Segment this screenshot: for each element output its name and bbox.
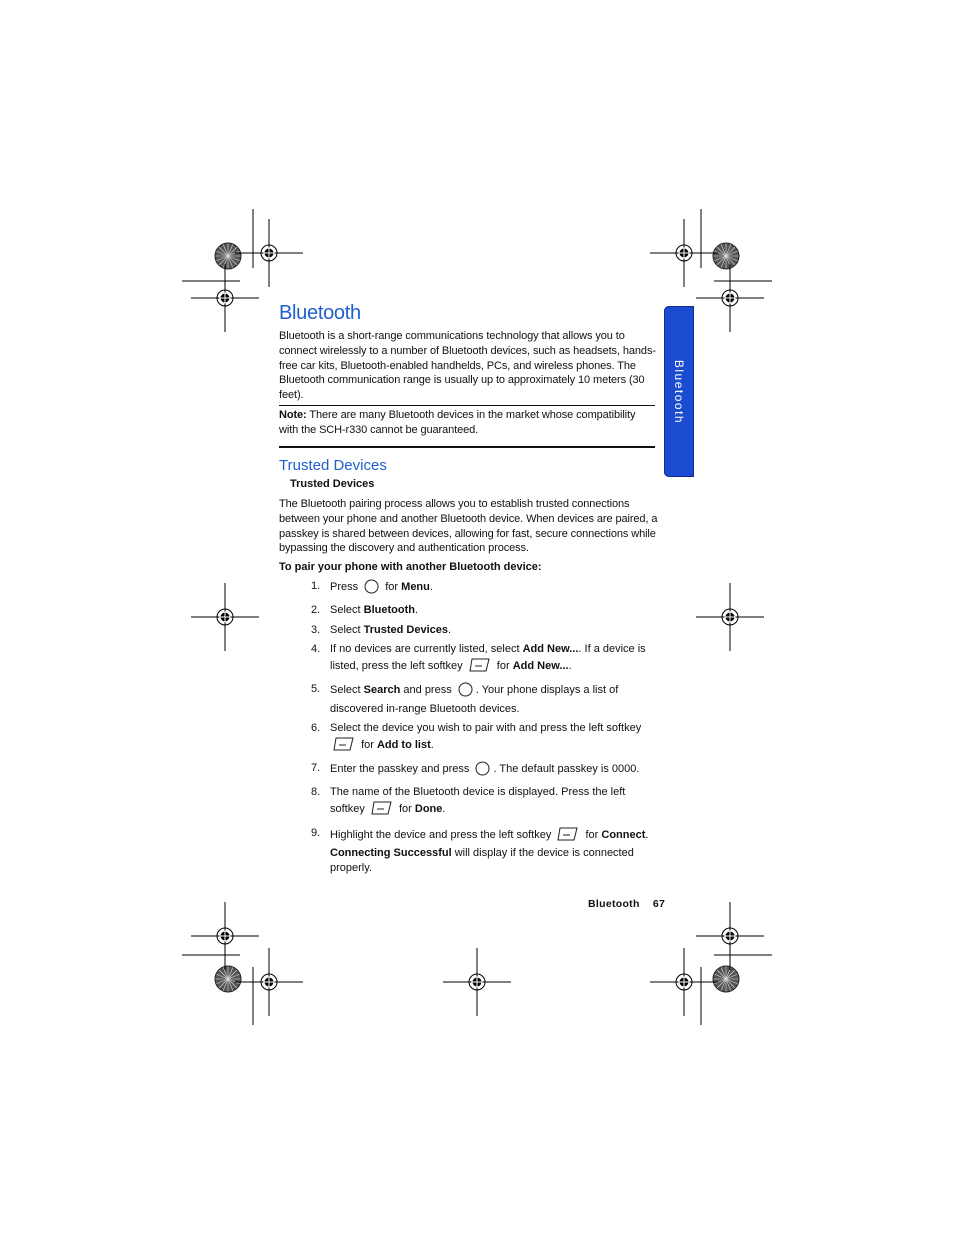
step-number: 2.	[311, 604, 321, 617]
steps-list	[311, 579, 663, 880]
step-number: 8.	[311, 786, 321, 799]
ok-key-icon	[364, 579, 379, 599]
step-7: 7. Enter the passkey and press . The default passkey is 0000.	[311, 761, 663, 781]
step-1: 1. Press for Menu.	[311, 579, 663, 599]
step-number: 5.	[311, 682, 321, 695]
procedure-title: To pair your phone with another Bluetooth device:	[279, 561, 542, 573]
ok-key-icon	[475, 761, 490, 781]
page-footer	[588, 898, 665, 910]
left-softkey-icon	[469, 657, 491, 678]
step-4: 4. If no devices are currently listed, select Add New.... If a device is listed, press the left softkey for Add New....	[311, 642, 663, 678]
step-9: 9. Highlight the device and press the left softkey for Connect. Connecting Successful will display if the device is connected properly.	[311, 826, 649, 875]
intro-paragraph: Bluetooth is a short-range communications technology that allows you to connect wirelessly to a number of Bluetooth devices, such as headsets, hands-free car kits, Bluetooth-enabled handhelds, PCs, and wireless phones. The Bluetooth communication range is usually up to approximately 10 meters (30 feet).	[279, 330, 656, 402]
step-3: 3. Select Trusted Devices.	[311, 623, 452, 636]
note-top-rule	[279, 405, 655, 406]
section-tab-label: Bluetooth	[672, 359, 686, 424]
subsection-title: Trusted Devices	[279, 457, 387, 474]
step-number: 7.	[311, 762, 321, 775]
step-2: 2. Select Bluetooth.	[311, 604, 419, 617]
step-6: 6. Select the device you wish to pair with and press the left softkey for Add to list.	[311, 721, 663, 757]
step-number: 9.	[311, 826, 321, 839]
subsection-paragraph: The Bluetooth pairing process allows you to establish trusted connections between your phone and another Bluetooth device. When devices are paired, a passkey is shared between devices, allowing for fast, secure connections while bypassing the discovery and authentication process.	[279, 498, 658, 555]
section-tab	[664, 306, 694, 477]
note-text: There are many Bluetooth devices in the market whose compatibility with the SCH-r330 cannot be guaranteed.	[279, 409, 636, 436]
footer-section: Bluetooth	[588, 898, 640, 910]
left-softkey-icon	[333, 736, 355, 757]
section-title: Bluetooth	[279, 302, 361, 324]
step-5: 5. Select Search and press . Your phone displays a list of discovered in-range Bluetooth devices.	[311, 682, 619, 715]
note-block	[279, 408, 657, 438]
ok-key-icon	[458, 682, 473, 702]
left-softkey-icon	[371, 800, 393, 821]
step-number: 6.	[311, 722, 321, 735]
note-bottom-rule	[279, 446, 655, 448]
left-softkey-icon	[557, 826, 579, 847]
step-number: 4.	[311, 642, 321, 655]
page-number: 67	[652, 898, 666, 910]
subheading: Trusted Devices	[290, 478, 375, 490]
note-label: Note:	[279, 409, 307, 421]
step-number: 1.	[311, 580, 321, 592]
step-number: 3.	[311, 623, 321, 636]
step-8: 8. The name of the Bluetooth device is displayed. Press the left softkey for Done.	[311, 785, 663, 821]
